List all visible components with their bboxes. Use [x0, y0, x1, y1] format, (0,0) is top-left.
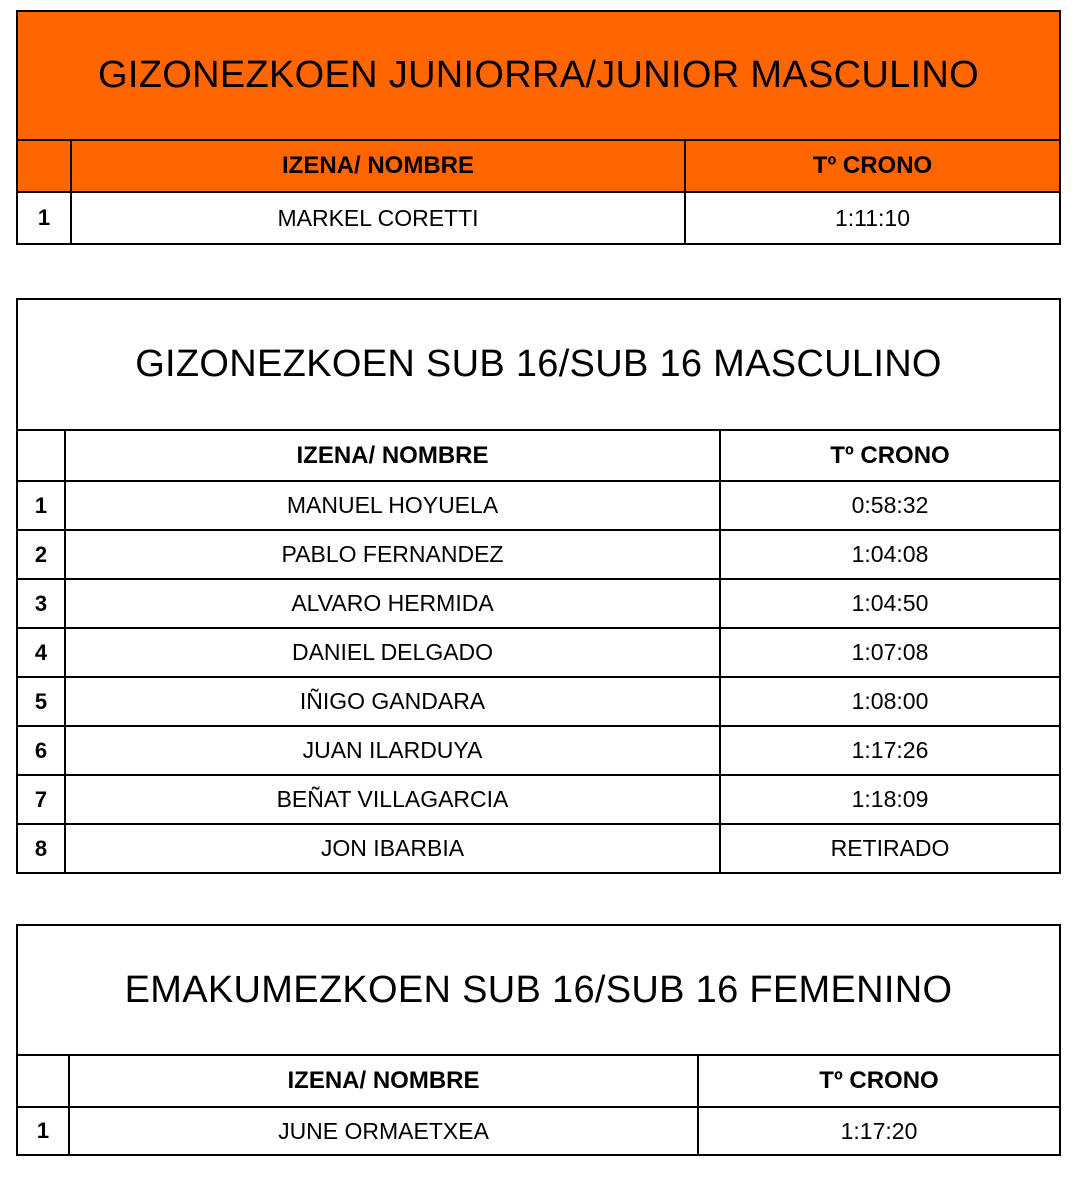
time-cell: 1:17:26 — [720, 726, 1060, 775]
results-table-junior-masculino — [16, 10, 1061, 245]
name-cell: ALVARO HERMIDA — [65, 579, 720, 628]
table-title-row — [17, 11, 1060, 140]
position-cell: 8 — [17, 824, 65, 873]
position-cell: 1 — [17, 192, 71, 244]
table-row — [17, 481, 1060, 530]
name-column-header: IZENA/ NOMBRE — [71, 140, 685, 192]
table-row — [17, 677, 1060, 726]
position-cell: 7 — [17, 775, 65, 824]
name-cell: DANIEL DELGADO — [65, 628, 720, 677]
results-table-sub16-femenino — [16, 924, 1061, 1156]
time-cell: 1:07:08 — [720, 628, 1060, 677]
name-cell: JON IBARBIA — [65, 824, 720, 873]
time-column-header: Tº CRONO — [698, 1055, 1060, 1107]
position-cell: 4 — [17, 628, 65, 677]
table-title-row — [17, 925, 1060, 1055]
time-cell: 1:04:08 — [720, 530, 1060, 579]
table-title: GIZONEZKOEN SUB 16/SUB 16 MASCULINO — [17, 299, 1060, 430]
position-cell: 2 — [17, 530, 65, 579]
table-header-row — [17, 430, 1060, 481]
table-title-row — [17, 299, 1060, 430]
table-row — [17, 579, 1060, 628]
time-column-header: Tº CRONO — [720, 430, 1060, 481]
results-table-sub16-masculino — [16, 298, 1061, 874]
table-row — [17, 775, 1060, 824]
table-row — [17, 726, 1060, 775]
position-cell: 3 — [17, 579, 65, 628]
position-column-header — [17, 1055, 69, 1107]
time-cell: 1:17:20 — [698, 1107, 1060, 1155]
position-column-header — [17, 430, 65, 481]
name-cell: JUAN ILARDUYA — [65, 726, 720, 775]
table-header-row — [17, 140, 1060, 192]
time-cell: 1:18:09 — [720, 775, 1060, 824]
table-title: EMAKUMEZKOEN SUB 16/SUB 16 FEMENINO — [17, 925, 1060, 1055]
name-cell: PABLO FERNANDEZ — [65, 530, 720, 579]
time-cell: 0:58:32 — [720, 481, 1060, 530]
table-row — [17, 824, 1060, 873]
time-cell: RETIRADO — [720, 824, 1060, 873]
name-cell: BEÑAT VILLAGARCIA — [65, 775, 720, 824]
table-row — [17, 1107, 1060, 1155]
table-row — [17, 192, 1060, 244]
table-row — [17, 530, 1060, 579]
time-cell: 1:08:00 — [720, 677, 1060, 726]
position-cell: 1 — [17, 1107, 69, 1155]
name-cell: MANUEL HOYUELA — [65, 481, 720, 530]
time-cell: 1:11:10 — [685, 192, 1060, 244]
name-column-header: IZENA/ NOMBRE — [65, 430, 720, 481]
table-title: GIZONEZKOEN JUNIORRA/JUNIOR MASCULINO — [17, 11, 1060, 140]
time-column-header: Tº CRONO — [685, 140, 1060, 192]
position-column-header — [17, 140, 71, 192]
time-cell: 1:04:50 — [720, 579, 1060, 628]
name-cell: MARKEL CORETTI — [71, 192, 685, 244]
name-cell: IÑIGO GANDARA — [65, 677, 720, 726]
position-cell: 5 — [17, 677, 65, 726]
position-cell: 6 — [17, 726, 65, 775]
name-column-header: IZENA/ NOMBRE — [69, 1055, 698, 1107]
table-row — [17, 628, 1060, 677]
position-cell: 1 — [17, 481, 65, 530]
table-header-row — [17, 1055, 1060, 1107]
name-cell: JUNE ORMAETXEA — [69, 1107, 698, 1155]
